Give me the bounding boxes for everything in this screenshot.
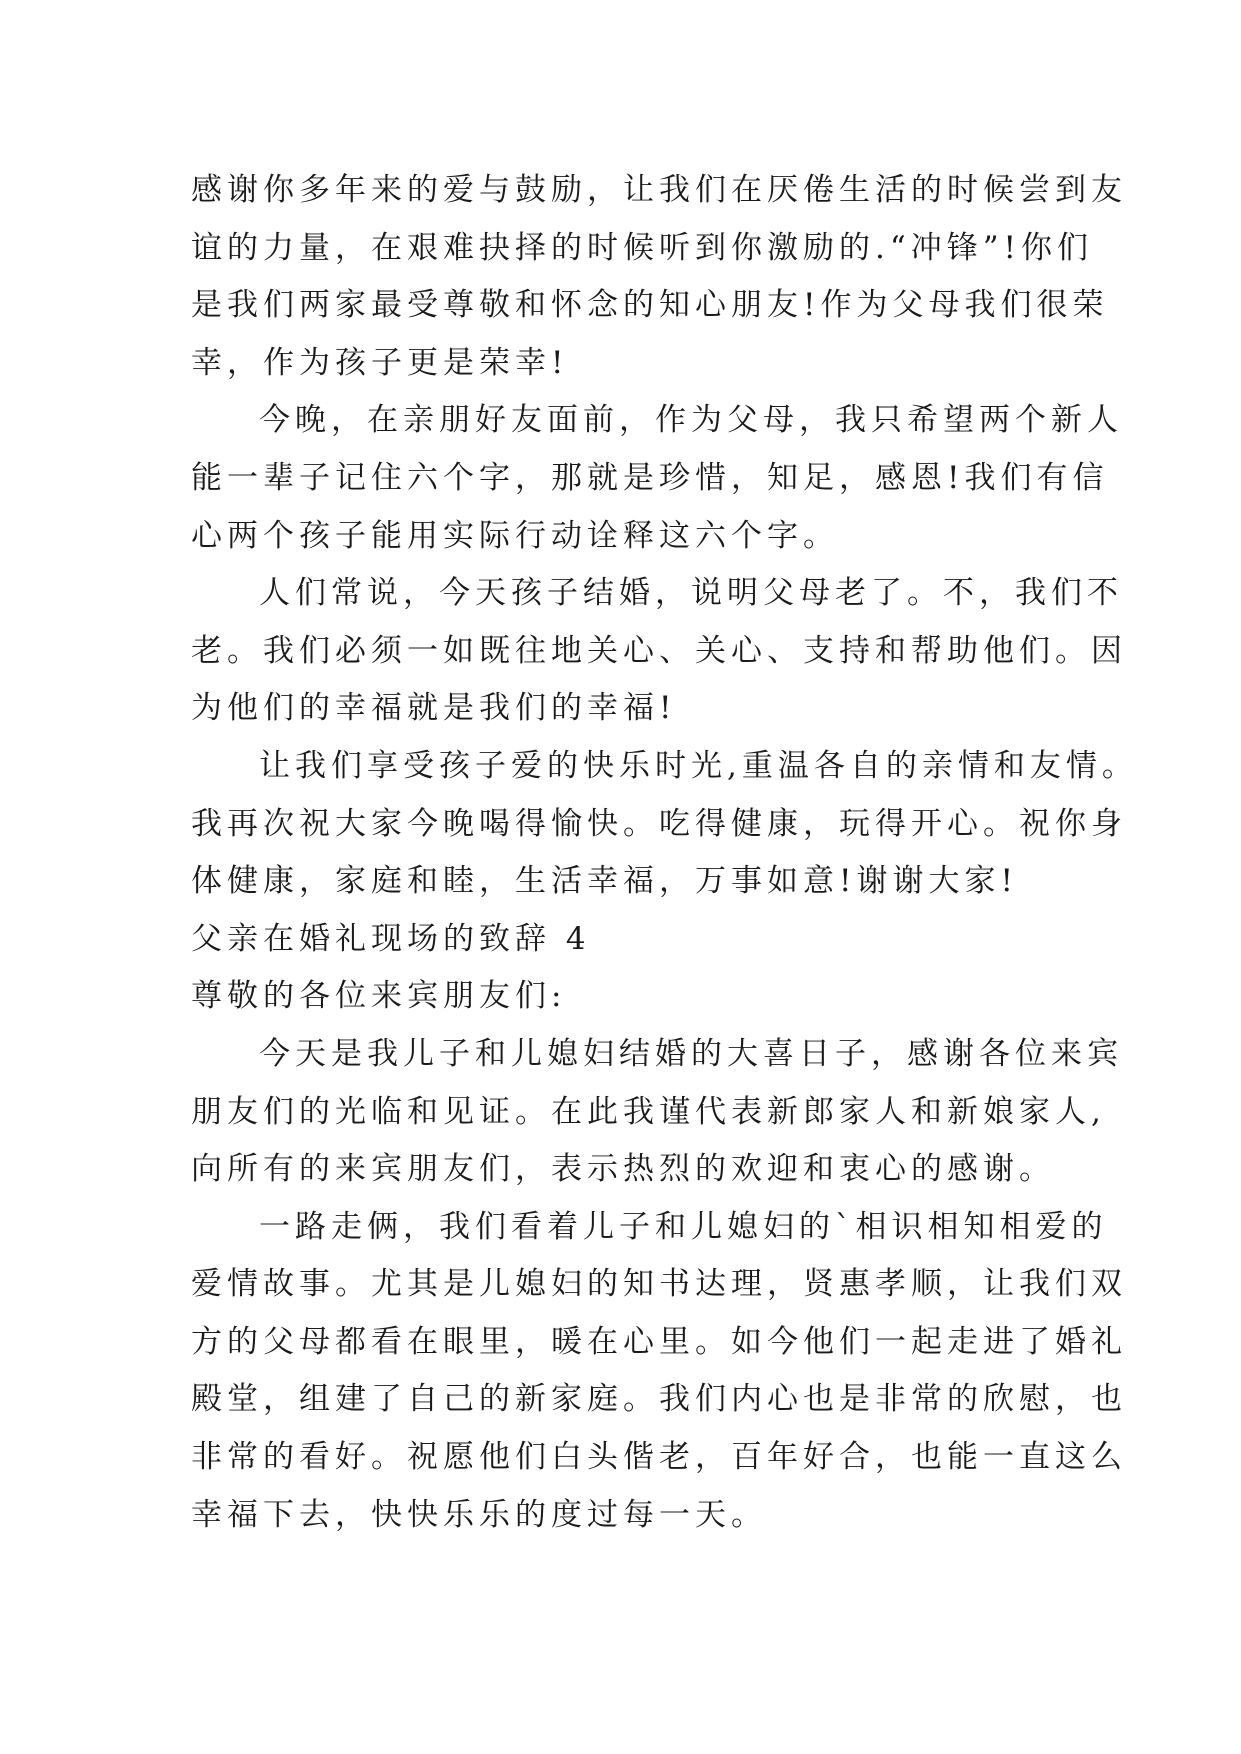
paragraph-line: 谊的力量，在艰难抉择的时候听到你激励的.“冲锋”!你们 [191,229,1094,266]
paragraph-first-line: 今晚，在亲朋好友面前，作为父母，我只希望两个新人 [259,402,1123,439]
paragraph-first-line: 人们常说，今天孩子结婚，说明父母老了。不，我们不 [259,575,1123,612]
paragraph-line: 我再次祝大家今晚喝得愉快。吃得健康，玩得开心。祝你身 [191,805,1127,842]
paragraph-line: 感谢你多年来的爱与鼓励，让我们在厌倦生活的时候尝到友 [191,172,1127,208]
paragraph-line: 为他们的幸福就是我们的幸福! [191,690,677,727]
paragraph-line: 向所有的来宾朋友们，表示热烈的欢迎和衷心的感谢。 [191,1151,1055,1188]
paragraph-line: 是我们两家最受尊敬和怀念的知心朋友!作为父母我们很荣 [191,287,1109,324]
paragraph-line: 能一辈子记住六个字，那就是珍惜，知足，感恩!我们有信 [191,459,1109,496]
paragraph-line: 殿堂，组建了自己的新家庭。我们内心也是非常的欣慰，也 [191,1381,1127,1418]
paragraph-line: 体健康，家庭和睦，生活幸福，万事如意!谢谢大家! [191,863,1018,900]
section-title: 父亲在婚礼现场的致辞 4 [191,920,591,957]
paragraph-first-line: 让我们享受孩子爱的快乐时光,重温各自的亲情和友情。 [259,747,1138,784]
paragraph-line: 爱情故事。尤其是儿媳妇的知书达理，贤惠孝顺，让我们双 [191,1266,1127,1303]
paragraph-first-line: 一路走俩，我们看着儿子和儿媳妇的`相识相知相爱的 [259,1208,1108,1245]
paragraph-line: 心两个孩子能用实际行动诠释这六个字。 [191,517,839,554]
paragraph-line: 幸，作为孩子更是荣幸! [191,344,569,381]
paragraph-first-line: 今天是我儿子和儿媳妇结婚的大喜日子，感谢各位来宾 [259,1035,1123,1072]
document-body [191,162,1138,1544]
paragraph-line: 老。我们必须一如既往地关心、关心、支持和帮助他们。因 [191,632,1127,669]
paragraph-line: 朋友们的光临和见证。在此我谨代表新郎家人和新娘家人, [191,1093,1106,1130]
paragraph-line: 方的父母都看在眼里，暖在心里。如今他们一起走进了婚礼 [191,1323,1127,1360]
salutation: 尊敬的各位来宾朋友们: [191,978,567,1015]
paragraph-line: 幸福下去，快快乐乐的度过每一天。 [191,1496,767,1533]
paragraph-line: 非常的看好。祝愿他们白头偕老，百年好合，也能一直这么 [191,1439,1127,1476]
